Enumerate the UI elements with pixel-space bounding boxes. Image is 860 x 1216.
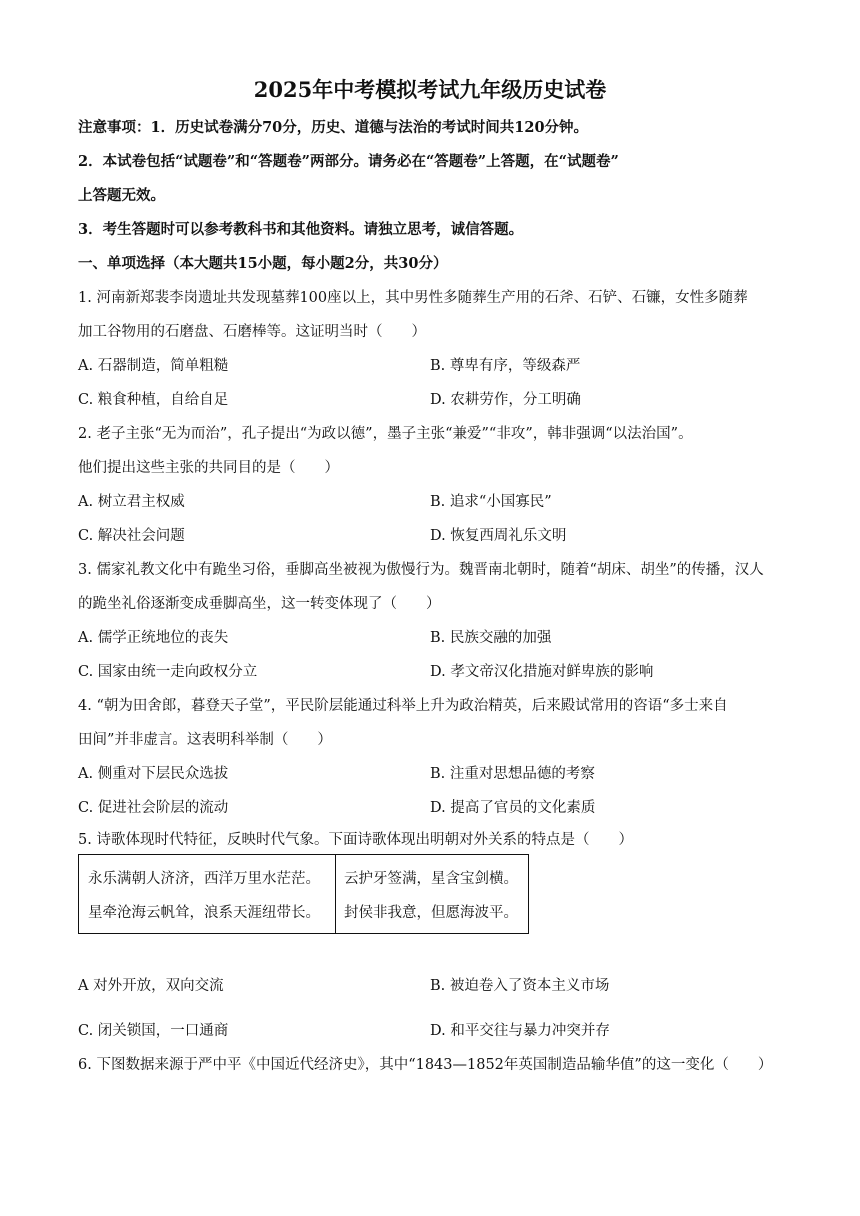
- question-1-option-c: C. 粮食种植，自给自足: [78, 392, 229, 408]
- question-4-stem-line-2: 田间”并非虚言。这表明科举制（ ）: [78, 732, 332, 748]
- question-5-option-b: B. 被迫卷入了资本主义市场: [430, 978, 610, 994]
- notes-line-3: 上答题无效。: [78, 187, 165, 204]
- notes-line-4: 3．考生答题时可以参考教科书和其他资料。请独立思考，诚信答题。: [78, 221, 524, 238]
- question-1-option-d: D. 农耕劳作，分工明确: [430, 392, 581, 408]
- question-3-option-c: C. 国家由统一走向政权分立: [78, 664, 258, 680]
- question-2-stem-line-1: 2. 老子主张“无为而治”，孔子提出“为政以德”，墨子主张“兼爱”“非攻”，韩非强调“以法治国”。: [78, 426, 693, 442]
- question-1-option-a: A. 石器制造，简单粗糙: [78, 358, 229, 374]
- question-3-stem-line-1: 3. 儒家礼教文化中有跪坐习俗，垂脚高坐被视为傲慢行为。魏晋南北朝时，随着“胡床、胡坐”的传播，汉人: [78, 562, 764, 578]
- question-4-option-d: D. 提高了官员的文化素质: [430, 800, 596, 816]
- poem-table-divider: [335, 855, 336, 933]
- exam-title: 2025年中考模拟考试九年级历史试卷: [253, 77, 607, 102]
- poem-right-line-2: 封侯非我意，但愿海波平。: [344, 905, 518, 921]
- question-3-option-b: B. 民族交融的加强: [430, 630, 552, 646]
- poem-table: [78, 854, 529, 934]
- question-5-stem-line-1: 5. 诗歌体现时代特征，反映时代气象。下面诗歌体现出明朝对外关系的特点是（ ）: [78, 832, 633, 848]
- poem-left-line-1: 永乐满朝人济济，西洋万里水茫茫。: [88, 871, 320, 887]
- question-5-option-a: A 对外开放，双向交流: [78, 978, 224, 994]
- question-3-option-a: A. 儒学正统地位的丧失: [78, 630, 229, 646]
- question-4-stem-line-1: 4. “朝为田舍郎，暮登天子堂”，平民阶层能通过科举上升为政治精英，后来殿试常用的咨语“多士来自: [78, 698, 728, 714]
- question-1-stem-line-2: 加工谷物用的石磨盘、石磨棒等。这证明当时（ ）: [78, 324, 426, 340]
- notes-line-1: 注意事项：1．历史试卷满分70分，历史、道德与法治的考试时间共120分钟。: [78, 119, 589, 136]
- question-3-option-d: D. 孝文帝汉化措施对鲜卑族的影响: [430, 664, 654, 680]
- question-2-option-d: D. 恢复西周礼乐文明: [430, 528, 567, 544]
- question-5-option-c: C. 闭关锁国，一口通商: [78, 1023, 229, 1039]
- question-6-stem-line-1: 6. 下图数据来源于严中平《中国近代经济史》，其中“1843—1852年英国制造品输华值”的这一变化（ ）: [78, 1057, 773, 1073]
- poem-right-line-1: 云护牙签满，星含宝剑横。: [344, 871, 518, 887]
- question-2-option-c: C. 解决社会问题: [78, 528, 185, 544]
- question-3-stem-line-2: 的跪坐礼俗逐渐变成垂脚高坐，这一转变体现了（ ）: [78, 596, 441, 612]
- question-2-option-b: B. 追求“小国寡民”: [430, 494, 552, 510]
- question-1-stem-line-1: 1. 河南新郑裴李岗遗址共发现墓葬100座以上，其中男性多随葬生产用的石斧、石铲、石镰，女性多随葬: [78, 290, 748, 306]
- question-2-stem-line-2: 他们提出这些主张的共同目的是（ ）: [78, 460, 339, 476]
- question-4-option-a: A. 侧重对下层民众选拔: [78, 766, 229, 782]
- question-5-option-d: D. 和平交往与暴力冲突并存: [430, 1023, 610, 1039]
- poem-left-line-2: 星牵沧海云帆耸，浪系天涯纽带长。: [88, 905, 320, 921]
- section-title: 一、单项选择（本大题共15小题，每小题2分，共30分）: [78, 255, 448, 272]
- question-2-option-a: A. 树立君主权威: [78, 494, 185, 510]
- question-4-option-c: C. 促进社会阶层的流动: [78, 800, 229, 816]
- question-4-option-b: B. 注重对思想品德的考察: [430, 766, 595, 782]
- question-1-option-b: B. 尊卑有序，等级森严: [430, 358, 581, 374]
- notes-line-2: 2．本试卷包括“试题卷”和“答题卷”两部分。请务必在“答题卷”上答题，在“试题卷”: [78, 153, 619, 170]
